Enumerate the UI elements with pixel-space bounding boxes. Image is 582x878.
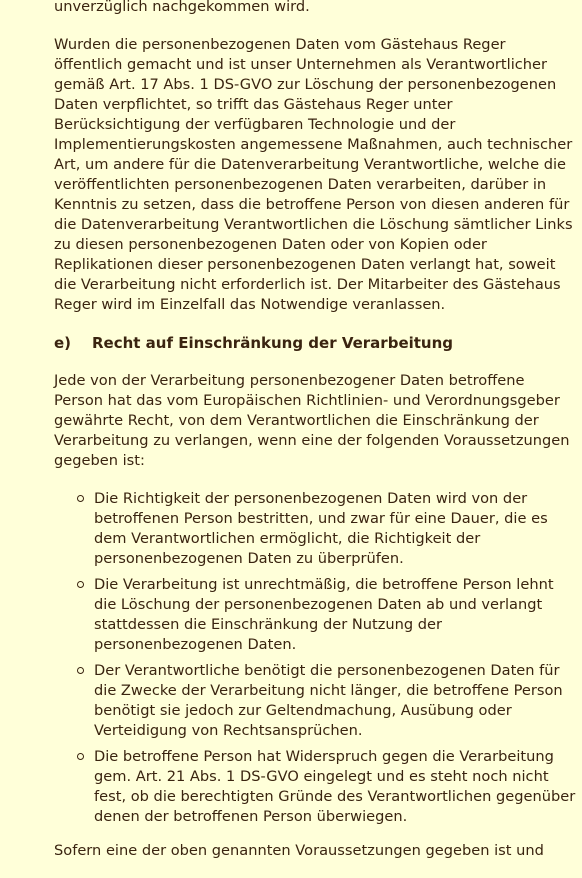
section-title: Recht auf Einschränkung der Verarbeitung: [92, 334, 454, 352]
list-item: [54, 661, 578, 741]
section-heading: [54, 333, 578, 353]
circle-bullet-icon: [77, 495, 84, 502]
closing-paragraph: Sofern eine der oben genannten Voraussetzungen gegeben ist und: [54, 842, 544, 859]
list-item-text: Die Richtigkeit der personenbezogenen Daten wird von der betroffenen Person bestritten, und zwar für eine Dauer, die es dem Verantwortlichen ermöglicht, die Richtigkeit der personenbezogenen Daten zu überprüfen.: [94, 490, 548, 567]
list-item-text: Die Verarbeitung ist unrechtmäßig, die betroffene Person lehnt die Löschung der personenbezogenen Daten ab und verlangt stattdessen die Einschränkung der Nutzung der personenbezogenen Daten.: [94, 576, 554, 653]
section-number: e): [54, 334, 72, 352]
list-item: [54, 489, 578, 569]
list-item: [54, 747, 578, 827]
circle-bullet-icon: [77, 581, 84, 588]
circle-bullet-icon: [77, 667, 84, 674]
list-item: [54, 575, 578, 655]
list-item-text: Die betroffene Person hat Widerspruch gegen die Verarbeitung gem. Art. 21 Abs. 1 DS-GVO eingelegt und es steht noch nicht fest, ob die berechtigten Gründe des Verantwortlichen gegenüber denen der betroffenen Person überwiegen.: [94, 748, 576, 825]
document-content: [54, 0, 578, 861]
conditions-list: [54, 489, 578, 827]
circle-bullet-icon: [77, 753, 84, 760]
public-data-paragraph: Wurden die personenbezogenen Daten vom Gästehaus Reger öffentlich gemacht und ist unser Unternehmen als Verantwortlicher gemäß Art. 17 Abs. 1 DS-GVO zur Löschung der personenbezogenen Daten verpflichtet, so trifft das Gästehaus Reger unter Berücksichtigung der verfügbaren Technologie und der Implementierungskosten angemessene Maßnahmen, auch technischer Art, um andere für die Datenverarbeitung Verantwortliche, welche die veröffentlichten personenbezogenen Daten verarbeiten, darüber in Kenntnis zu setzen, dass die betroffene Person von diesen anderen für die Datenverarbeitung Verantwortlichen die Löschung sämtlicher Links zu diesen personenbezogenen Daten oder von Kopien oder Replikationen dieser personenbezogenen Daten verlangt hat, soweit die Verarbeitung nicht erforderlich ist. Der Mitarbeiter des Gästehaus Reger wird im Einzelfall das Notwendige veranlassen.: [54, 36, 573, 313]
intro-tail-text: unverzüglich nachgekommen wird.: [54, 0, 310, 15]
list-item-text: Der Verantwortliche benötigt die personenbezogenen Daten für die Zwecke der Verarbeitung nicht länger, die betroffene Person benötigt sie jedoch zur Geltendmachung, Ausübung oder Verteidigung von Rechtsansprüchen.: [94, 662, 563, 739]
section-intro-paragraph: Jede von der Verarbeitung personenbezogener Daten betroffene Person hat das vom Europäischen Richtlinien- und Verordnungsgeber gewährte Recht, von dem Verantwortlichen die Einschränkung der Verarbeitung zu verlangen, wenn eine der folgenden Voraussetzungen gegeben ist:: [54, 372, 570, 469]
